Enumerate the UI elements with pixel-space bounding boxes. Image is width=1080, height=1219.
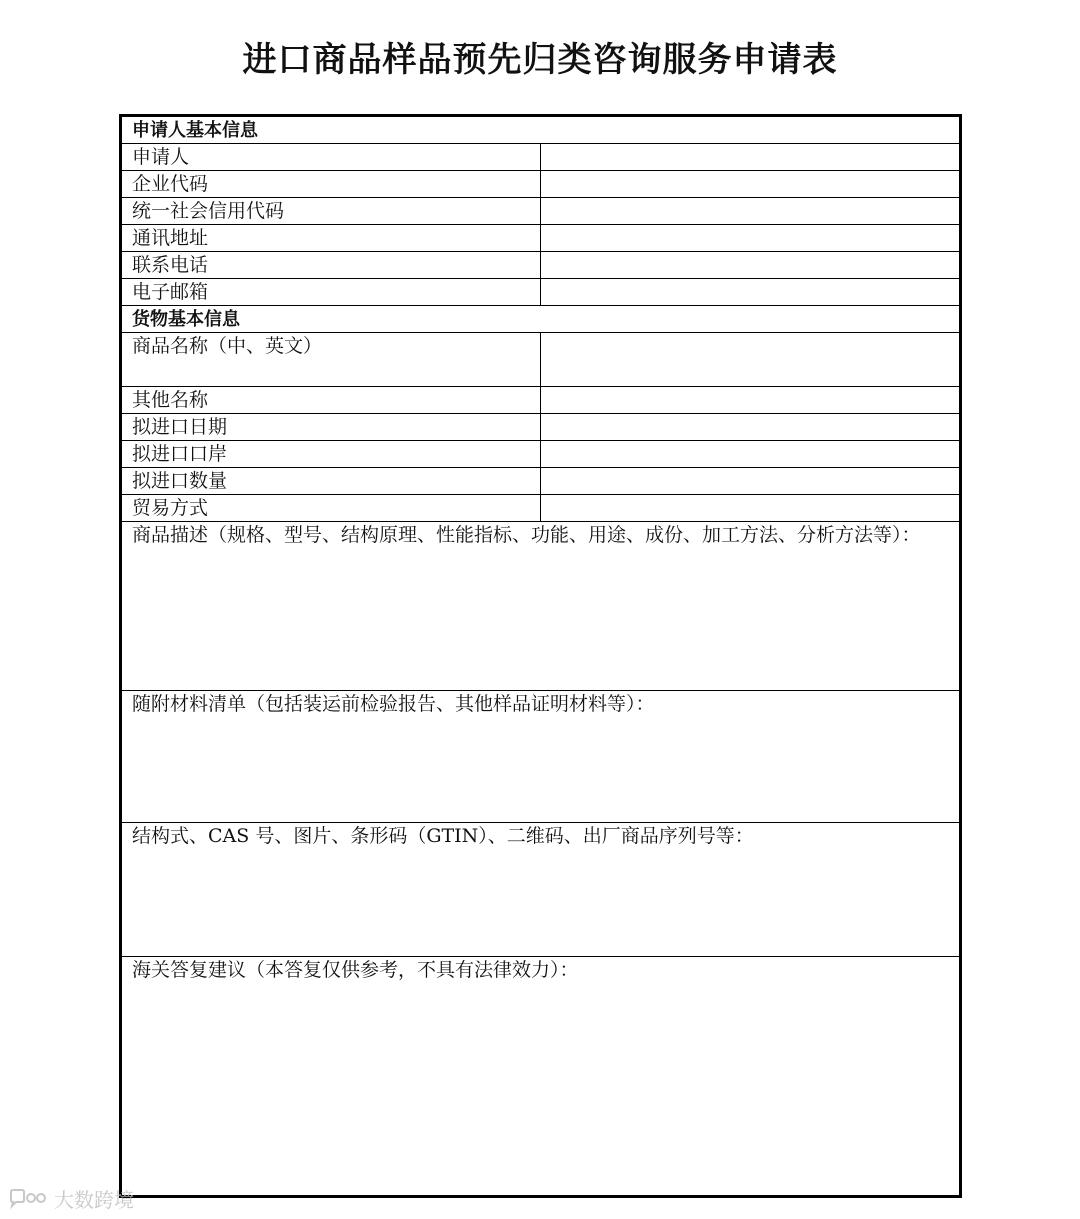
field-label-address: 通讯地址 (122, 225, 541, 252)
description-box[interactable]: 商品描述（规格、型号、结构原理、性能指标、功能、用途、成份、加工方法、分析方法等）： (122, 522, 959, 691)
field-row (122, 144, 959, 171)
field-row (122, 495, 959, 522)
text-box-row (122, 823, 959, 957)
field-label-credit-code: 统一社会信用代码 (122, 198, 541, 225)
field-label-company-code: 企业代码 (122, 171, 541, 198)
field-label-goods-name: 商品名称（中、英文） (122, 333, 541, 387)
field-label-trade-mode: 贸易方式 (122, 495, 541, 522)
text-box-row (122, 957, 959, 1183)
field-value-phone[interactable] (541, 252, 960, 279)
field-value-goods-name[interactable] (541, 333, 960, 387)
field-row (122, 279, 959, 306)
section-row-applicant (122, 117, 959, 144)
field-row (122, 225, 959, 252)
attachments-box[interactable]: 随附材料清单（包括装运前检验报告、其他样品证明材料等）： (122, 691, 959, 823)
field-value-email[interactable] (541, 279, 960, 306)
field-value-import-quantity[interactable] (541, 468, 960, 495)
customs-advice-box[interactable]: 海关答复建议（本答复仅供参考，不具有法律效力）： (122, 957, 959, 1183)
field-row (122, 333, 959, 387)
field-row (122, 252, 959, 279)
field-value-import-port[interactable] (541, 441, 960, 468)
field-label-phone: 联系电话 (122, 252, 541, 279)
field-value-import-date[interactable] (541, 414, 960, 441)
field-value-trade-mode[interactable] (541, 495, 960, 522)
field-value-applicant[interactable] (541, 144, 960, 171)
application-form (119, 114, 962, 1198)
structure-box[interactable]: 结构式、CAS 号、图片、条形码（GTIN）、二维码、出厂商品序列号等： (122, 823, 959, 957)
field-row (122, 414, 959, 441)
section-heading-goods: 货物基本信息 (122, 306, 959, 333)
field-label-import-port: 拟进口口岸 (122, 441, 541, 468)
field-label-other-name: 其他名称 (122, 387, 541, 414)
field-value-other-name[interactable] (541, 387, 960, 414)
field-label-import-date: 拟进口日期 (122, 414, 541, 441)
field-label-applicant: 申请人 (122, 144, 541, 171)
field-row (122, 468, 959, 495)
field-row (122, 171, 959, 198)
field-row (122, 198, 959, 225)
watermark-text: 大数跨境 (54, 1188, 134, 1212)
text-box-row (122, 522, 959, 691)
field-row (122, 387, 959, 414)
text-box-row (122, 691, 959, 823)
field-row (122, 441, 959, 468)
field-label-import-quantity: 拟进口数量 (122, 468, 541, 495)
field-value-address[interactable] (541, 225, 960, 252)
field-value-credit-code[interactable] (541, 198, 960, 225)
field-label-email: 电子邮箱 (122, 279, 541, 306)
field-value-company-code[interactable] (541, 171, 960, 198)
section-row-goods (122, 306, 959, 333)
form-title: 进口商品样品预先归类咨询服务申请表 (242, 40, 838, 80)
section-heading-applicant: 申请人基本信息 (122, 117, 959, 144)
speech-bubble-logo-icon (8, 1188, 48, 1210)
watermark (8, 1184, 134, 1213)
form-table (122, 117, 959, 1183)
